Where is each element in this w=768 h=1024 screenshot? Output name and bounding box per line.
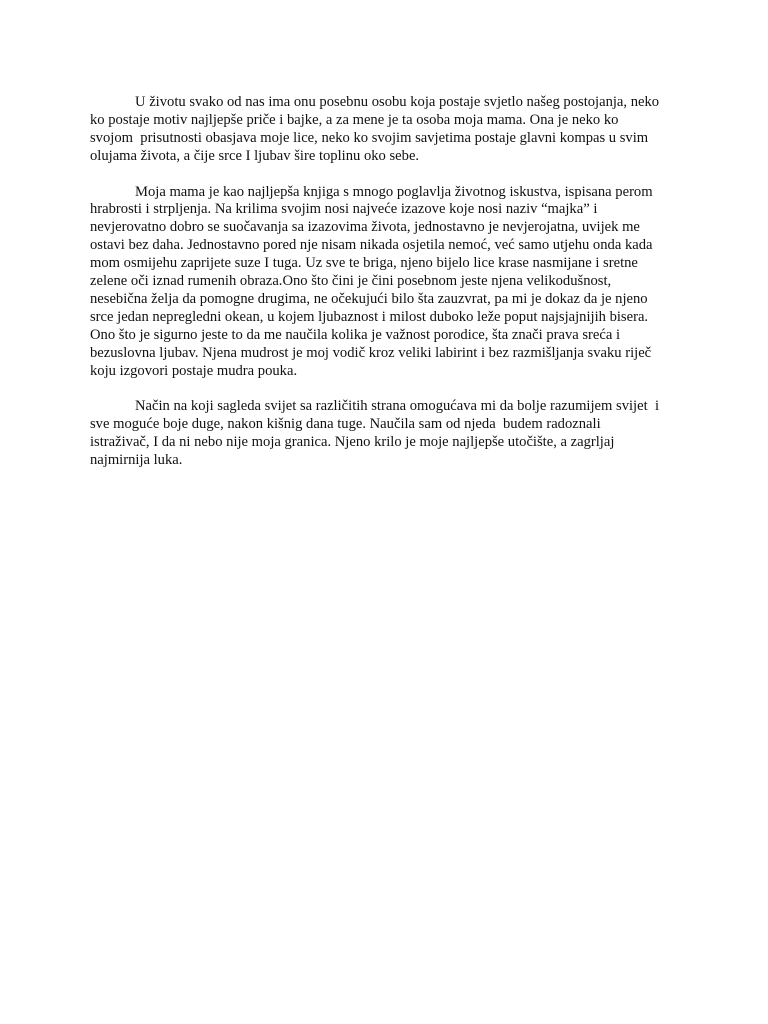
- paragraph-line: najmirnija luka.: [90, 452, 183, 469]
- paragraph-line: mom osmijehu zaprijete suze I tuga. Uz sve te briga, njeno bijelo lice krase nasmijane i sretne: [90, 255, 638, 272]
- paragraph-line: U životu svako od nas ima onu posebnu osobu koja postaje svjetlo našeg postojanja, neko: [135, 94, 660, 110]
- document-body: [90, 94, 682, 488]
- paragraph-line: istraživač, I da ni nebo nije moja granica. Njeno krilo je moje najljepše utočište, a zagrljaj: [90, 434, 615, 451]
- paragraph-line: ostavi bez daha. Jednostavno pored nje nisam nikada osjetila nemoć, već samo utjehu onda kada: [90, 237, 653, 254]
- paragraph-line: nevjerovatno dobro se suočavanja sa izazovima života, jednostavno je nevjerojatna, uvijek me: [90, 219, 640, 236]
- paragraph-line: koju izgovori postaje mudra pouka.: [90, 362, 298, 379]
- paragraph-line: ko postaje motiv najljepše priče i bajke, a za mene je ta osoba moja mama. Ona je neko ko: [90, 111, 619, 128]
- paragraph-line: sve moguće boje duge, nakon kišnig dana tuge. Naučila sam od njeda budem radoznali: [90, 416, 601, 433]
- paragraph-line: hrabrosti i strpljenja. Na krilima svojim nosi najveće izazove koje nosi naziv “majka” i: [90, 201, 598, 218]
- paragraph-line: bezuslovna ljubav. Njena mudrost je moj vodič kroz veliki labirint i bez razmišljanja svaku riječ: [90, 344, 652, 361]
- paragraph-line: nesebična želja da pomogne drugima, ne očekujući bilo šta zauzvrat, pa mi je dokaz da je njeno: [90, 290, 648, 307]
- paragraph-line: srce jedan nepregledni okean, u kojem ljubaznost i milost duboko leže poput najsjajnijih bisera.: [90, 308, 649, 325]
- paragraph-line: olujama života, a čije srce I ljubav šire toplinu oko sebe.: [90, 147, 420, 164]
- paragraph-line: Način na koji sagleda svijet sa različitih strana omogućava mi da bolje razumijem svijet i: [135, 398, 659, 415]
- paragraph-line: svojom prisutnosti obasjava moje lice, neko ko svojim savjetima postaje glavni kompas u svim: [90, 129, 649, 146]
- paragraph-1: [90, 94, 682, 166]
- paragraph-line: zelene oči iznad rumenih obraza.Ono što čini je čini posebnom jeste njena velikodušnost,: [90, 273, 612, 290]
- paragraph-line: Moja mama je kao najljepša knjiga s mnogo poglavlja životnog iskustva, ispisana perom: [135, 183, 653, 200]
- paragraph-3: [90, 398, 682, 470]
- paragraph-line: Ono što je sigurno jeste to da me naučila kolika je važnost porodice, šta znači prava sreća i: [90, 326, 621, 343]
- paragraph-2: [90, 184, 682, 381]
